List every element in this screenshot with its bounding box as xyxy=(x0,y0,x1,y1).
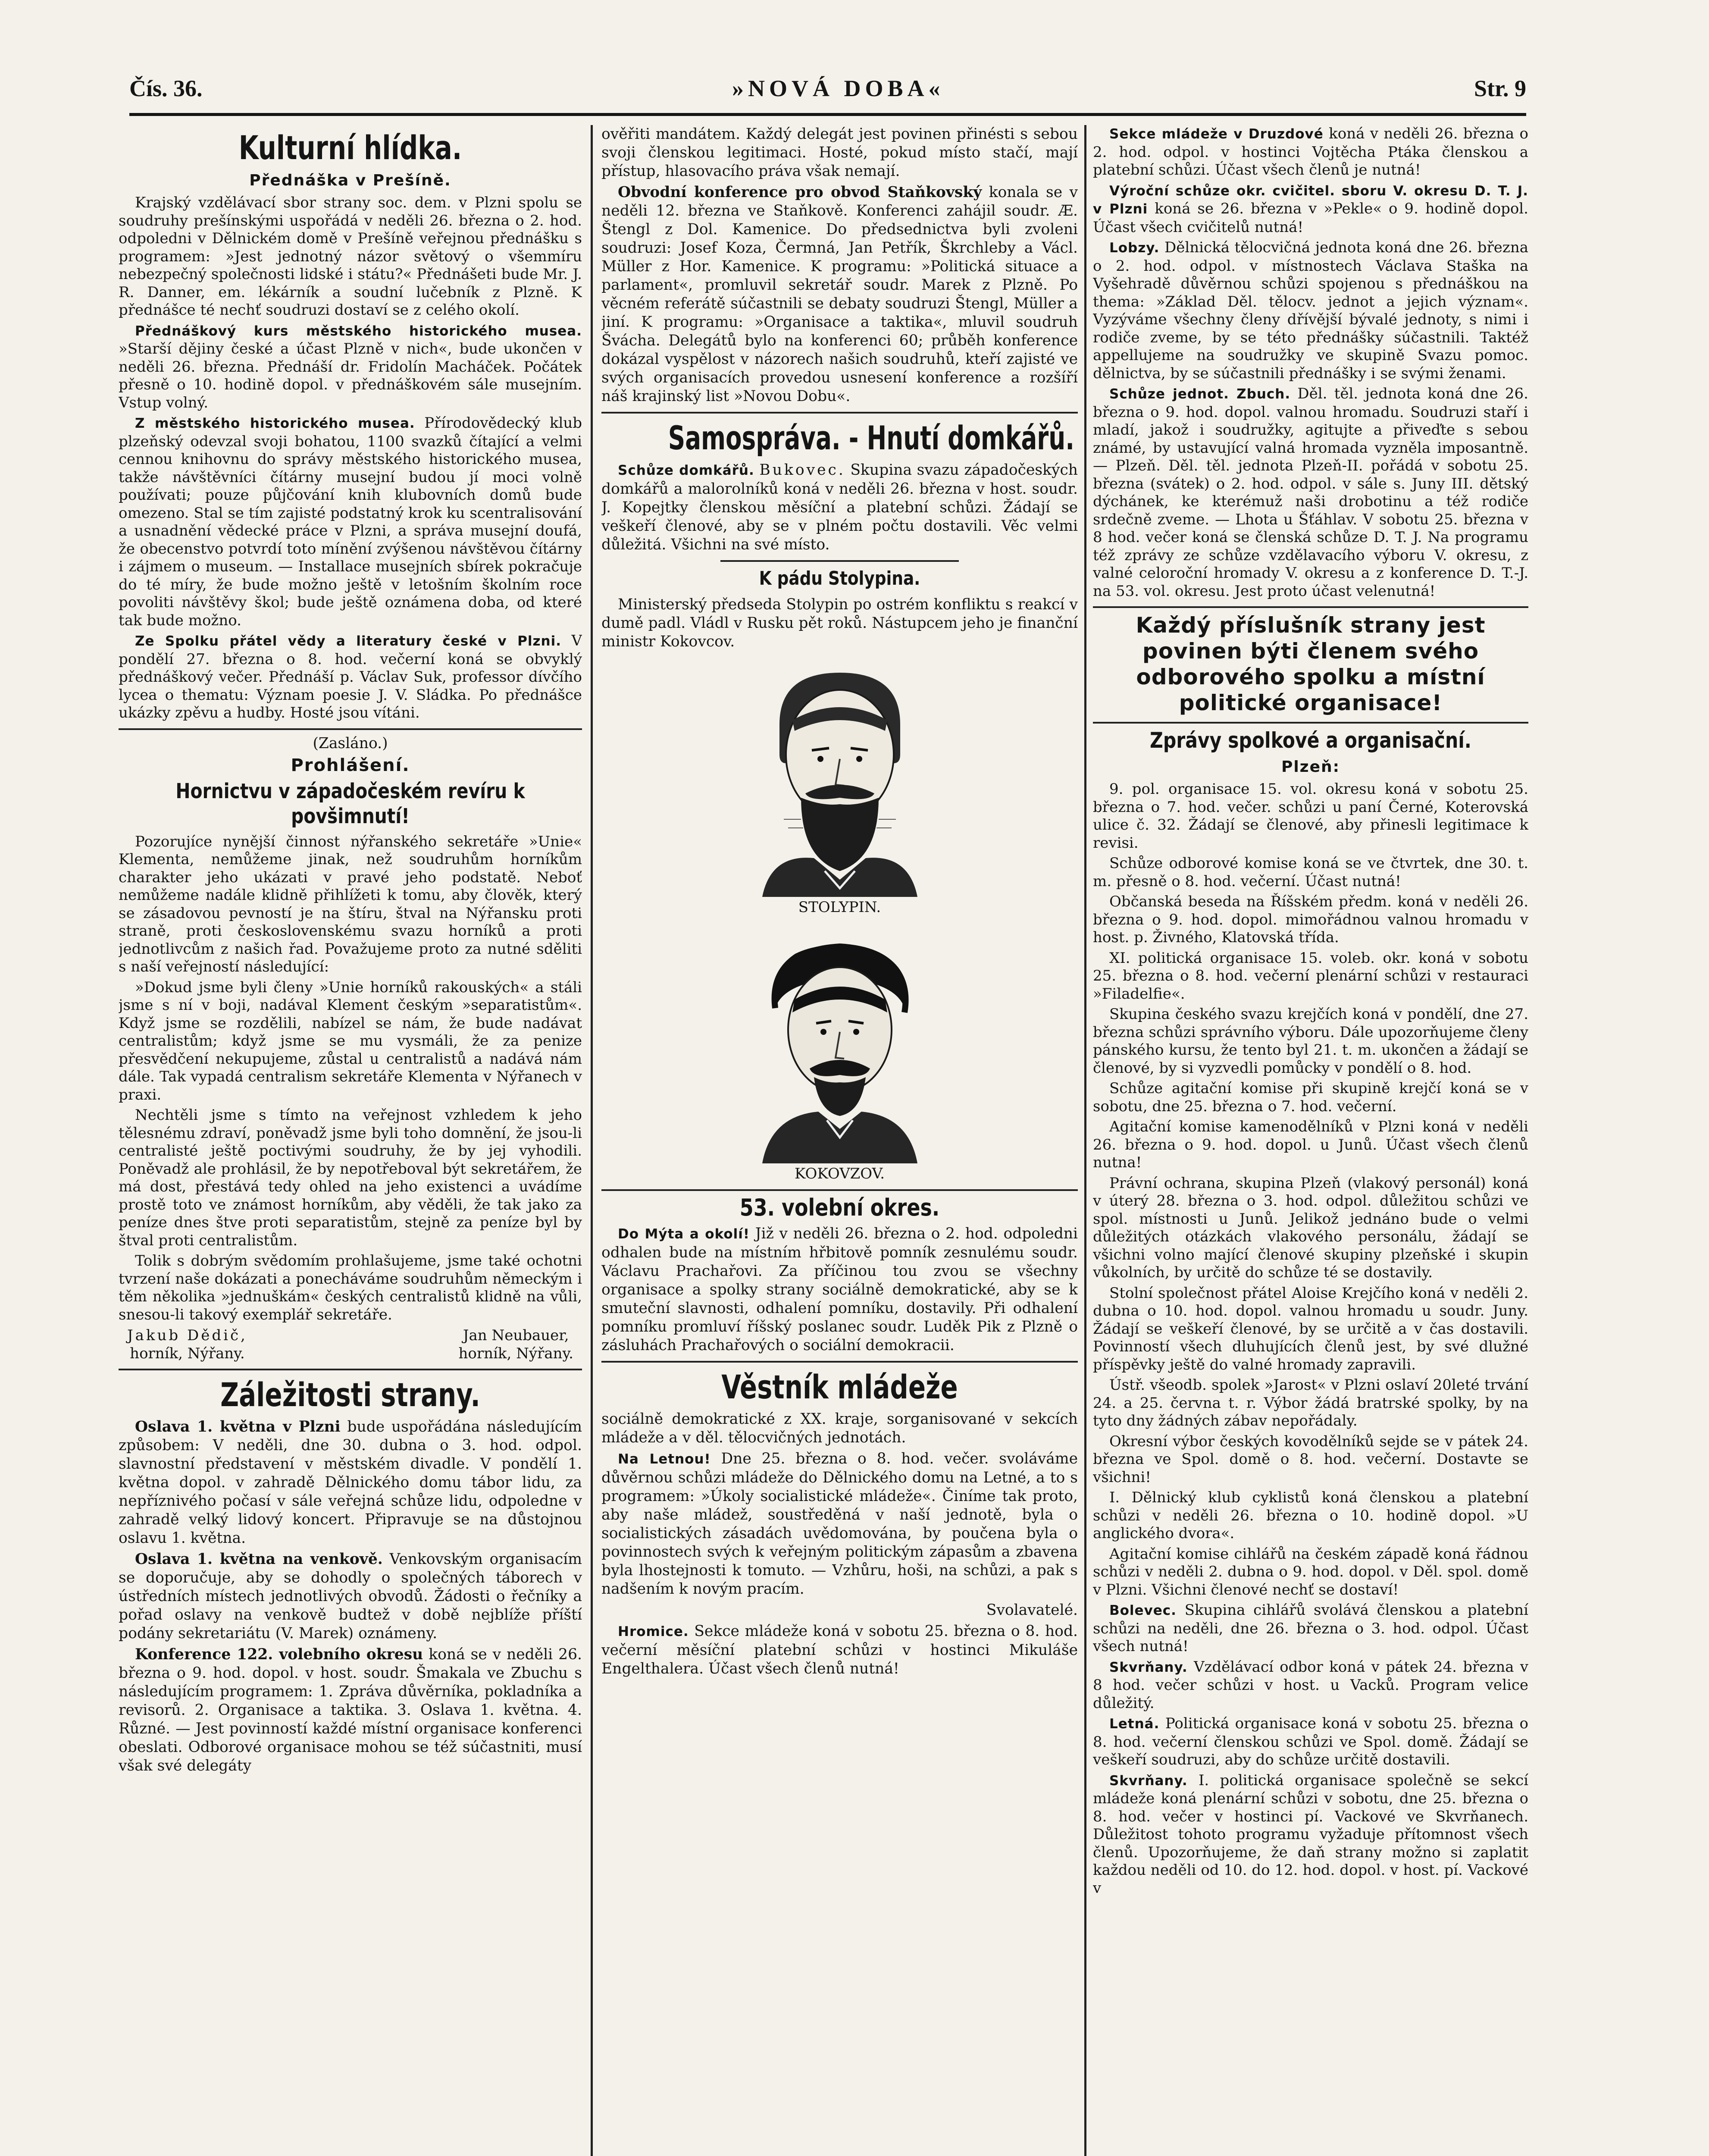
article-paragraph: Tolik s dobrým svědomím prohlašujeme, jsme také ochotni tvrzení naše dokázati a ponecháváme soudruhům německým i těm několika »jednuškám« českých centralistů klidně na vůli, snesou-li takový exemplář sekretáře. xyxy=(119,1252,582,1323)
item-lead: Ze Spolku přátel vědy a literatury české v Plzni. xyxy=(135,633,561,649)
notice-item: Skupina českého svazu krejčích koná v pondělí, dne 27. března schůzi správního výboru. Dále upozorňujeme členy pánského kursu, že tento byl 21. t. m. ukončen a žádají se členové, by si vyzvedli pomůcky v pondělí o 8. hod. xyxy=(1093,1006,1528,1077)
section-rule xyxy=(601,412,1078,414)
section-title-zalezitosti: Záležitosti strany. xyxy=(220,1376,480,1414)
section-rule xyxy=(119,728,582,730)
notice-item: Schůze odborové komise koná se ve čtvrtek, dne 30. t. m. přesně o 8. hod. večerní. Účast nutná! xyxy=(1093,855,1528,890)
article-paragraph: Sekce mládeže v Druzdové koná v neděli 26. března o 2. hod. odpol. v hostinci Vojtěcha Ptáka členskou a platební schůzi. Účast všech členů je nutná! xyxy=(1093,125,1528,179)
column-3 xyxy=(1093,125,1528,2156)
notice-item: Skvrňany. I. politická organisace společně se sekcí mládeže koná plenární schůzi v sobotu, dne 25. března o 8. hod. večer v hostinci pí. Vackové ve Skvrňanech. Důležitost tohoto programu vyžaduje přítomnost všech členů. Upozorňujeme, že daň strany možno si zaplatit každou neděli od 10. do 12. hod. dopol. v host. pí. Vackové v xyxy=(1093,1771,1528,1897)
article-paragraph: Výroční schůze okr. cvičitel. sboru V. okresu D. T. J. v Plzni koná se 26. března v »Pekle« o 9. hodině dopol. Účast všech cvičitelů nutná! xyxy=(1093,183,1528,236)
notice-item: Skvrňany. Vzdělávací odbor koná v pátek 24. března v 8 hod. večer schůzi v host. u Vacků. Program velice důležitý. xyxy=(1093,1658,1528,1712)
section-title-kulturni: Kulturní hlídka. xyxy=(238,128,462,167)
article-paragraph: Krajský vzdělávací sbor strany soc. dem. v Plzni spolu se soudruhy prešínskými uspořádá v neděli 26. března o 2. hod. odpoledni v Dělnickém domě v Prešíně veřejnou přednášku s programem: »Jest jednotný názor světový o všemmíru nebezpečný společnosti lidské i státu?« Přednášeti bude Mr. J. R. Danner, em. lékárník a soudní lučebník z Plzně. K přednášce té nechť soudruzi dostaví se z celého okolí. xyxy=(119,194,582,319)
article-paragraph: Ministerský předseda Stolypin po ostrém konfliktu s reakcí v dumě padl. Vládl v Rusku pět roků. Nástupcem jeho je finanční ministr Kokovcov. xyxy=(601,596,1078,650)
signatures xyxy=(127,1326,573,1363)
article-paragraph xyxy=(119,322,582,412)
caption-stolypin: STOLYPIN. xyxy=(798,899,881,916)
article-title-stolypin: K pádu Stolypina. xyxy=(759,567,920,589)
article-paragraph: Obvodní konference pro obvod Staňkovský konala se v neděli 12. března ve Staňkově. Konferenci zahájil soudr. Æ. Štengl z Dol. Kamenice. Do předsednictva byli zvoleni soudruzi: Josef Koza, Čermná, Jan Petřík, Škrchleby a Václ. Müller z Hor. Kamenice. K programu: »Politická situace a parlament«, promluvil sekretář soudr. Marek z Plzně. Po věcném referátě súčastnili se debaty soudruzi Štengl, Müller a jiní. K programu: »Organisace a taktika«, mluvil soudruh Švácha. Delegátů bylo na konferenci 60; průběh konference dokázal vyspělost v názorech našich soudruhů, kteří zajisté ve svých organisacích provedou usnesení konference a rozšíří náš krajinský list »Novou Dobu«. xyxy=(601,184,1078,405)
prohlaseni-heading: Prohlášení. xyxy=(291,755,410,775)
article-paragraph: Konference 122. volebního okresu koná se v neděli 26. března o 9. hod. dopol. v host. soudr. Šmakala ve Zbuchu s následujícím programem: 1. Zpráva důvěrníka, pokladníka a revisorů. 2. Organisace a taktika. 3. Oslava 1. května. 4. Různé. — Jest povinností každé místní organisace konferenci obeslati. Odborové organisace mohou se též súčastniti, musí však své delegáty xyxy=(119,1646,582,1774)
item-text: Přírodovědecký klub plzeňský odevzal svoji bohatou, 1100 svazků čítající a velmi cennou knihovnu do správy městského historického musea, takže návštěvníci čítárny musejní budou jí moci volně používati; pouze půjčování knih klubovních domů bude omezeno. Stal se tím zajisté podstatný krok ku scentralisování a usnadnění vědecké práce v Plzni, a správa musejní doufá, že obecenstvo potvrdí toto mínění zvýšenou návštěvou čítárny i zájmem o museum. — Installace musejních sbírek pokračuje do té míry, že bude možno ještě v letošním školním roce povoliti návštěvy škol; bude ještě oznámena doba, od které tak bude možno. xyxy=(119,414,582,629)
column-divider xyxy=(591,125,593,2156)
article-paragraph xyxy=(119,414,582,630)
notice-item: Občanská beseda na Říšském předm. koná v neděli 26. března o 9. hod. dopol. mimořádnou valnou hromadu v host. p. Živného, Klatovská třída. xyxy=(1093,893,1528,946)
signature-1: Jakub Dědič, horník, Nýřany. xyxy=(127,1327,247,1362)
notice-item: Schůze agitační komise při skupině krejčí koná se v sobotu, dne 25. března o 7. hod. večerní. xyxy=(1093,1080,1528,1115)
zaslano-label: (Zasláno.) xyxy=(313,734,388,752)
notice-item: Okresní výbor českých kovodělníků sejde se v pátek 24. března ve Spol. domě o 8. hod. večerní. Dostavte se všichni! xyxy=(1093,1432,1528,1486)
item-lead: Z městského historického musea. xyxy=(135,416,415,431)
notice-item: Agitační komise cihlářů na českém západě koná řádnou schůzi v neděli 2. dubna o 9. hod. dopol. v Děl. spol. domě v Plzni. Všichni členové nechť se dostaví! xyxy=(1093,1545,1528,1598)
column-2 xyxy=(601,125,1078,2156)
notice-item: Bolevec. Skupina cihlářů svolává členskou a platební schůzi na neděli, dne 26. března o 3. hod. odpol. Účast všech nutná! xyxy=(1093,1601,1528,1655)
header-rule xyxy=(129,113,1526,116)
signature-2: Jan Neubauer, horník, Nýřany. xyxy=(458,1327,573,1362)
article-paragraph: ověřiti mandátem. Každý delegát jest povinen přinésti s sebou svoji členskou legitimaci. Hosté, pokud místo stačí, mají přístup, hlasovacího práva však nemají. xyxy=(601,125,1078,180)
notice-item: 9. pol. organisace 15. vol. okresu koná v sobotu 25. března o 7. hod. večer. schůzi u paní Černé, Koterovská ulice č. 32. Žádají se členové, aby přinesli legitimace k revisi. xyxy=(1093,780,1528,852)
notice-item: Ústř. všeodb. spolek »Jarost« v Plzni oslaví 20leté trvání 24. a 25. června t. r. Výbor žádá bratrské spolky, by na tyto dny žádných zábav nepořádaly. xyxy=(1093,1376,1528,1429)
party-call-banner: Každý příslušník strany jest povinen býti členem svého odborového spolku a místní politické organisace! xyxy=(1136,613,1486,715)
notice-item: I. Dělnický klub cyklistů koná členskou a platební schůzi v neděli 26. března o 10. hodině dopol. »U anglického dvora«. xyxy=(1093,1489,1528,1542)
short-rule xyxy=(720,560,959,562)
subheading-presin: Přednáška v Prešíně. xyxy=(249,172,451,189)
article-title-53-okres: 53. volební okres. xyxy=(739,1194,940,1221)
masthead-title: »NOVÁ DOBA« xyxy=(732,75,945,101)
article-paragraph: Schůze jednot. Zbuch. Děl. těl. jednota koná dne 26. března o 9. hod. dopol. valnou hromadu. Soudruzi staří i mladí, jakož i soudružky, agitujte a přiveďte s sebou známé, by ustavující valná hromada vyzněla imposantně. — Plzeň. Děl. těl. jednota Plzeň-II. pořádá v sobotu 25. března (svátek) o 2. hod. odpol. v sále s. Juny III. dětský dýchánek, ke kterémuž naši drobotinu a též rodiče srdečně zveme. — Lhota u Šťáhlav. V sobotu 25. března v 8 hod. večer koná se členská schůze D. T. J. Na programu též zprávy ze schůze vzdělavacího výboru V. okresu, z valné celoroční hromady V. okresu a z konference D. T.-J. na 53. vol. okresu. Jest proto účast velenutná! xyxy=(1093,385,1528,600)
article-title-hornictvu: Hornictvu v západočeském revíru k povšimnutí! xyxy=(175,779,525,828)
article-paragraph: Na Letnou! Dne 25. března o 8. hod. večer. svoláváme důvěrnou schůzi mládeže do Dělnického domu na Letné, a to s programem: »Úkoly socialistické mládeže«. Činíme tak proto, aby naše mládež, soustředěná v naší jednotě, byla o socialistických zásadách uvědomována, by poučena byla o povinnostech svých k veřejným politickým zápasům a zbavena byla lhostejnosti k tomuto. — Vzhůru, hoši, na schůzi, a pak s nadšením k novým pracím. xyxy=(601,1450,1078,1598)
portrait-stolypin-illustration xyxy=(728,655,952,897)
section-title-vestnik: Věstník mládeže xyxy=(721,1368,958,1406)
signoff: Svolavatelé. xyxy=(986,1601,1078,1619)
notice-item: Stolní společnost přátel Aloise Krejčího koná v neděli 2. dubna o 10. hod. dopol. valnou hromadu u soudr. Juny. Žádají se veškeří členové, by se určitě a v čas dostavili. Povinností všech dluhujících členů jest, by své dlužné příspěvky ještě do valné hromady zapravili. xyxy=(1093,1284,1528,1373)
section-title-samosprava: Samospráva. - Hnutí domkářů. xyxy=(668,419,1074,457)
notice-item: Letná. Politická organisace koná v sobotu 25. března o 8. hod. večerní členskou schůzi ve Spol. domě. Žádají se veškeří soudruzi, aby do schůze určitě dostavili. xyxy=(1093,1715,1528,1768)
article-paragraph: Oslava 1. května v Plzni bude uspořádána následujícím způsobem: V neděli, dne 30. dubna o 3. hod. odpol. slavnostní představení v městském divadle. V pondělí 1. května dopol. v zahradě Dělnického domu tábor lidu, za nepříznivého počasí v sále veřejná schůze lidu, odpoledne v zahradě velký lidový koncert. Připravuje se na důstojnou oslavu 1. května. xyxy=(119,1418,582,1547)
city-heading-plzen: Plzeň: xyxy=(1281,758,1340,776)
article-paragraph: »Dokud jsme byli členy »Unie horníků rakouských« a stáli jsme s ní v boji, nadával Klement českým »separatistům«. Když jsme se rozdělili, nabízel se nám, že bude nadávat centralistům; když jsme se mu vysmáli, že za penize přesvědčení nekupujeme, zůstal u centralistů a nadává nám dále. Tak vypadá centralism sekretáře Klementa v Nýřanech v praxi. xyxy=(119,978,582,1103)
article-paragraph: Pozorujíce nynější činnost nýřanského sekretáře »Unie« Klementa, nemůžeme jinak, než soudruhům horníkům charakter jeho ukázati v pravé jeho podstatě. Neboť nemůžeme nadále klidně přihlížeti k tomu, aby člověk, který se zásadovou pevností je na štíru, štval na Nýřansku proti straně, proti československému svazu horníků a proti jednotlivcům z našich řad. Považujeme proto za nutné sděliti s naší veřejností následující: xyxy=(119,833,582,975)
article-paragraph: Schůze domkářů. Bukovec. Skupina svazu západočeských domkářů a malorolníků koná v neděli 26. března v host. soudr. J. Kopejtky členskou měsíční a platební schůzi. Žádají se veškeří členové, aby se v plném počtu dostavili. Věc velmi důležitá. Všichni na své místo. xyxy=(601,461,1078,553)
article-paragraph: Hromice. Sekce mládeže koná v sobotu 25. března o 8. hod. večerní měsíční platební schůzi v hostinci Mikuláše Engelthalera. Účast všech členů nutná! xyxy=(601,1623,1078,1677)
section-rule xyxy=(601,1361,1078,1363)
column-1 xyxy=(119,125,582,2156)
article-paragraph: sociálně demokratické z XX. kraje, sorganisované v sekcích mládeže a v děl. tělocvičných jednotách. xyxy=(601,1410,1078,1446)
notice-item: Agitační komise kamenodělníků v Plzni koná v neděli 26. března o 9. hod. dopol. u Junů. Účast všech členů nutna! xyxy=(1093,1118,1528,1171)
article-paragraph: Nechtěli jsme s tímto na veřejnost vzhledem k jeho tělesnému zdraví, poněvadž jsme byli toho domnění, že jsou-li centralisté ještě poctivými soudruhy, že by jej vyhodili. Poněvadž ale prohlásil, že by nepotřeboval být sekretářem, že má dost, přestává tedy ohled na jeho existenci a uvádíme prostě toto ve známost horníkům, aby věděli, že tak jako za peníze dnes štve proti separatistům, stejně za peníze byl by štval proti centralistům. xyxy=(119,1106,582,1249)
notice-item: XI. politická organisace 15. voleb. okr. koná v sobotu 25. března o 8. hod. večerní plenární schůzi v restauraci »Filadelfie«. xyxy=(1093,949,1528,1003)
item-lead: Přednáškový kurs městského historického musea. xyxy=(135,323,582,339)
article-paragraph xyxy=(119,632,582,722)
section-rule xyxy=(1093,722,1528,724)
caption-kokovzov: KOKOVZOV. xyxy=(795,1165,885,1182)
article-paragraph: Oslava 1. května na venkově. Venkovským organisacím se doporučuje, aby se dohodly o společných táborech v ústředních místech jednotlivých obvodů. Žádosti o řečníky a pořad oslavy na venkově budtež v době nejblíže příští podány sekretariátu (V. Marek) oznámeny. xyxy=(119,1551,582,1642)
issue-number: Čís. 36. xyxy=(129,75,203,101)
item-text: »Starší dějiny české a účast Plzně v nich«, bude ukončen v neděli 26. března. Přednáší dr. Fridolín Macháček. Počátek přesně o 10. hodině dopol. v přednáškovém sále musejním. Vstup volný. xyxy=(119,340,582,411)
notice-item: Právní ochrana, skupina Plzeň (vlakový personál) koná v úterý 28. března o 3. hod. odpol. důležitou schůzi ve spol. místnosti u Junů. Jelikož jednáno bude o velmi důležitých otázkách vlakového personálu, žádají se všichni volno mající členové skupiny plzeňské i skupin vůkolních, by určitě do schůze té se dostavily. xyxy=(1093,1174,1528,1281)
section-rule xyxy=(601,1189,1078,1191)
portrait-kokovzov-illustration xyxy=(749,922,930,1163)
article-paragraph: Do Mýta a okolí! Již v neděli 26. března o 2. hod. odpoledni odhalen bude na místním hřbitově pomník zesnulému soudr. Václavu Prachařovi. Za příčinou tou zvou se všechny organisace a spolky strany sociálně demokratické, aby se k smuteční slavnosti, odhalení pomníku, dostavily. Při odhalení pomníku promluví říšský poslanec soudr. Luděk Pik z Plzně o zásluhách Prachařových o sociální demokracii. xyxy=(601,1225,1078,1354)
article-paragraph: Lobzy. Dělnická tělocvičná jednota koná dne 26. března o 2. hod. odpol. v místnostech Václava Staška na Vyšehradě důvěrnou schůzi spojenou s přednáškou na thema: »Základ Děl. tělocv. jednot a jejich význam«. Vyzýváme všechny členy dřívější bývalé jednoty, s nimi i rodiče zveme, by se této přednášky súčastnili. Taktéž appellujeme na soudružky ve skupině Svazu pomoc. dělnictva, by se súčastnili přednášky i se svými ženami. xyxy=(1093,239,1528,382)
column-divider xyxy=(1084,125,1086,2156)
section-rule xyxy=(1093,606,1528,608)
section-rule xyxy=(119,1369,582,1370)
section-title-zpravy: Zprávy spolkové a organisační. xyxy=(1150,728,1471,753)
page-header xyxy=(129,69,1526,108)
page-number: Str. 9 xyxy=(1474,75,1526,101)
item-text: V pondělí 27. března o 8. hod. večerní koná se obvyklý přednáškový večer. Přednáší p. Václav Suk, professor dívčího lycea o thematu: Význam poesie J. V. Sládka. Po přednášce ukázky zpěvu a hudby. Hosté jsou vítáni. xyxy=(119,632,582,721)
